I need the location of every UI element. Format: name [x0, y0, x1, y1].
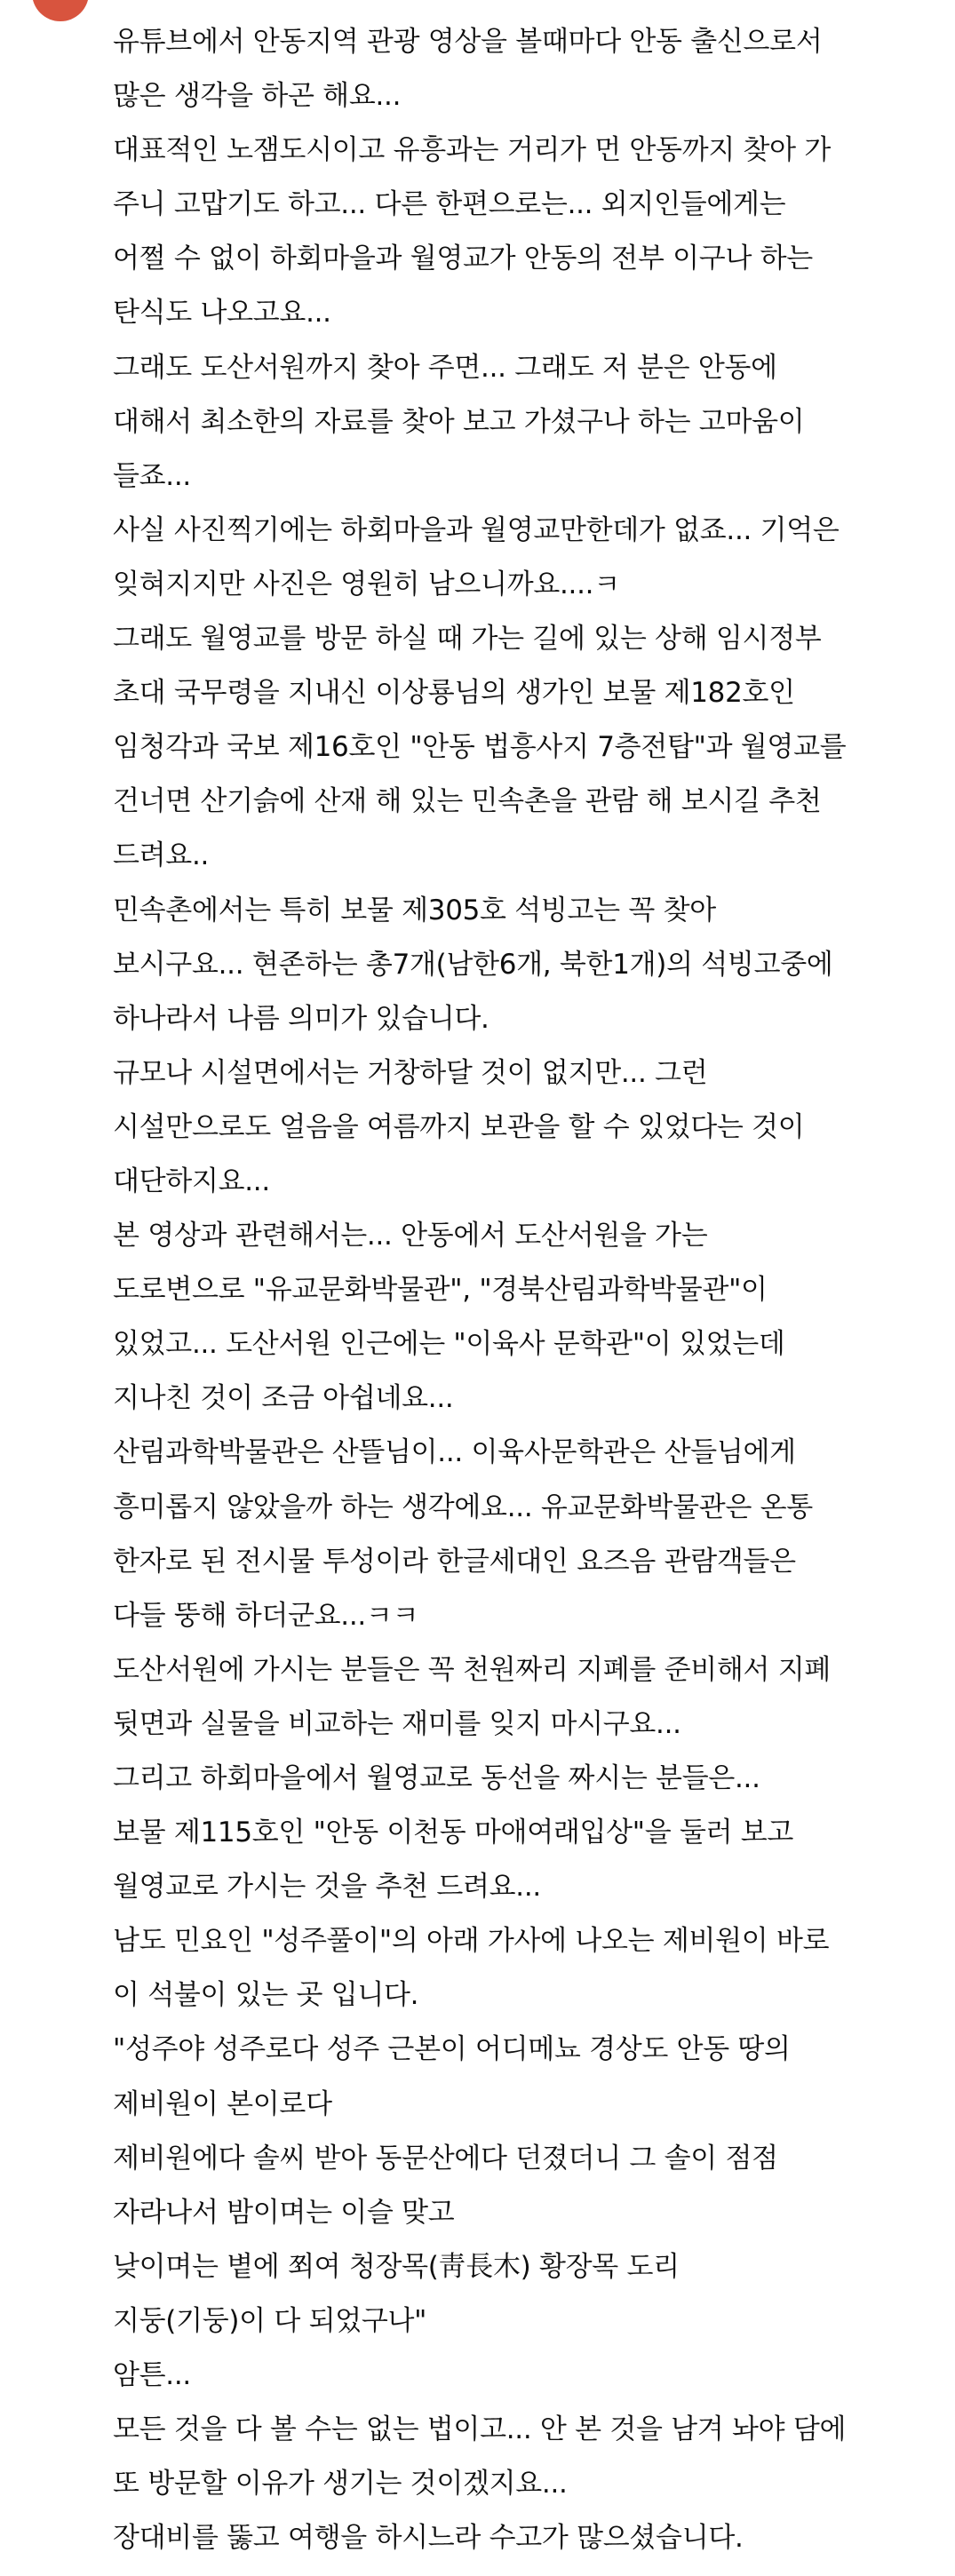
comment-line: 보물 제115호인 "안동 이천동 마애여래입상"을 둘러 보고: [113, 1817, 794, 1849]
comment-line: 들죠...: [113, 459, 191, 492]
comment-line: 지나친 것이 조금 아쉽네요...: [113, 1382, 454, 1415]
comment-line: 한자로 된 전시물 투성이라 한글세대인 요즈음 관람객들은: [113, 1545, 796, 1578]
comment-line: 초대 국무령을 지내신 이상룡님의 생가인 보물 제182호인: [113, 677, 795, 710]
comment-line: 또 방문할 이유가 생기는 것이겠지요...: [113, 2468, 568, 2500]
comment-line: 임청각과 국보 제16호인 "안동 법흥사지 7층전탑"과 월영교를: [113, 731, 847, 764]
comment-line: 탄식도 나오고요...: [113, 297, 331, 330]
comment-line: 자라나서 밤이며는 이슬 맞고: [113, 2196, 455, 2229]
comment-line: 장대비를 뚫고 여행을 하시느라 수고가 많으셨습니다.: [113, 2522, 744, 2555]
comment-line: 시설만으로도 얼음을 여름까지 보관을 할 수 있었다는 것이: [113, 1110, 805, 1143]
comment-line: 이 석불이 있는 곳 입니다.: [113, 1979, 419, 2012]
comment-line: 낮이며는 볕에 쬐여 청장목(靑長木) 황장목 도리: [113, 2250, 680, 2283]
comment-line: 월영교로 가시는 것을 추천 드려요...: [113, 1871, 541, 1904]
comment-line: 흥미롭지 않았을까 하는 생각에요... 유교문화박물관은 온통: [113, 1491, 813, 1523]
comment-line: 다들 뚱해 하더군요...ㅋㅋ: [113, 1599, 419, 1632]
comment-line: 남도 민요인 "성주풀이"의 아래 가사에 나오는 제비원이 바로: [113, 1925, 830, 1958]
comment-line: 건너면 산기슭에 산재 해 있는 민속촌을 관람 해 보시길 추천: [113, 785, 822, 818]
comment-text: [113, 15, 912, 2565]
comment-line: 본 영상과 관련해서는... 안동에서 도산서원을 가는: [113, 1220, 708, 1252]
comment-line: 주니 고맙기도 하고... 다른 한편으로는... 외지인들에게는: [113, 188, 786, 221]
avatar[interactable]: [32, 0, 89, 21]
comment-line: 대해서 최소한의 자료를 찾아 보고 가셨구나 하는 고마움이: [113, 405, 805, 438]
comment-line: 도산서원에 가시는 분들은 꼭 천원짜리 지폐를 준비해서 지폐: [113, 1653, 832, 1686]
comment-line: 하나라서 나름 의미가 있습니다.: [113, 1002, 489, 1035]
comment-line: 뒷면과 실물을 비교하는 재미를 잊지 마시구요...: [113, 1707, 681, 1740]
comment-line: 모든 것을 다 볼 수는 없는 법이고... 안 본 것을 남겨 놔야 담에: [113, 2413, 847, 2446]
comment-line: 사실 사진찍기에는 하회마을과 월영교만한데가 없죠... 기억은: [113, 513, 840, 546]
comment-line: 그래도 월영교를 방문 하실 때 가는 길에 있는 상해 임시정부: [113, 623, 822, 656]
comment-line: 그래도 도산서원까지 찾아 주면... 그래도 저 분은 안동에: [113, 351, 777, 384]
comment-line: 제비원에다 솔씨 받아 동문산에다 던졌더니 그 솔이 점점: [113, 2142, 778, 2174]
comment-line: 도로변으로 "유교문화박물관", "경북산림과학박물관"이: [113, 1274, 768, 1307]
comment-line: 있었고... 도산서원 인근에는 "이육사 문학관"이 있었는데: [113, 1328, 785, 1361]
comment-line: 보시구요... 현존하는 총7개(남한6개, 북한1개)의 석빙고중에: [113, 948, 833, 981]
comment-line: 규모나 시설면에서는 거창하달 것이 없지만... 그런: [113, 1056, 708, 1089]
comment-line: 어쩔 수 없이 하회마을과 월영교가 안동의 전부 이구나 하는: [113, 242, 813, 275]
comment-line: 유튜브에서 안동지역 관광 영상을 볼때마다 안동 출신으로서: [113, 26, 823, 58]
comment-line: 그리고 하회마을에서 월영교로 동선을 짜시는 분들은...: [113, 1762, 760, 1794]
comment-line: 드려요..: [113, 839, 210, 872]
comment-line: 지둥(기둥)이 다 되었구나": [113, 2304, 427, 2337]
comment-line: "성주야 성주로다 성주 근본이 어디메뇨 경상도 안동 땅의: [113, 2033, 791, 2066]
comment-line: 잊혀지지만 사진은 영원히 남으니까요....ㅋ: [113, 568, 620, 600]
comment-line: 제비원이 본이로다: [113, 2087, 332, 2120]
comment-line: 민속촌에서는 특히 보물 제305호 석빙고는 꼭 찾아: [113, 894, 716, 926]
comment-line: 산림과학박물관은 산뜰님이... 이육사문학관은 산들님에게: [113, 1436, 796, 1469]
comment-line: 대단하지요...: [113, 1165, 270, 1197]
comment-line: 암튼...: [113, 2359, 191, 2392]
comment-line: 대표적인 노잼도시이고 유흥과는 거리가 먼 안동까지 찾아 가: [113, 134, 832, 167]
comment-line: 많은 생각을 하곤 해요...: [113, 80, 402, 113]
